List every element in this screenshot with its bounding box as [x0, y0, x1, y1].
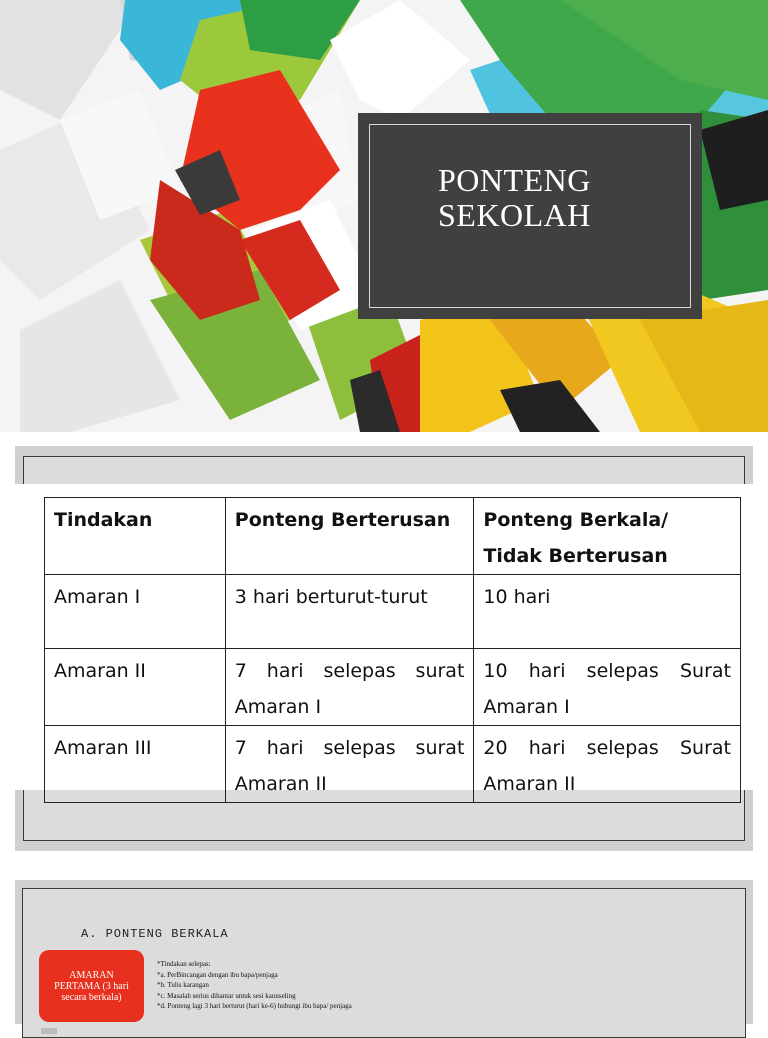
table-header-row: [45, 498, 741, 575]
title-box: [358, 113, 702, 319]
action-item: *d. Ponteng lagi 3 hari berturut (hari ke-6) hubungi ibu bapa/ penjaga: [157, 1002, 352, 1010]
table-cell: Amaran II: [45, 649, 226, 726]
header-line: Ponteng Berkala/: [483, 509, 669, 531]
warning-table-image: [0, 484, 768, 795]
warning-box: [39, 950, 144, 1022]
placeholder-square: [41, 1028, 57, 1034]
action-item: *Tindakan selepas:: [157, 960, 211, 968]
warning-box-text: AMARAN PERTAMA (3 hari secara berkala): [54, 969, 129, 1003]
table-cell: Amaran I: [45, 575, 226, 649]
table-cell: 20 hari selepas Surat Amaran II: [474, 726, 741, 803]
slide-frame: [22, 888, 746, 1038]
table-cell: 3 hari berturut-turut: [225, 575, 474, 649]
title-line-2: SEKOLAH: [438, 197, 591, 233]
berkala-slide: [15, 880, 753, 1024]
table-cell: 7 hari selepas surat Amaran I: [225, 649, 474, 726]
table-cell: 10 hari selepas Surat Amaran I: [474, 649, 741, 726]
section-heading: A. PONTENG BERKALA: [81, 927, 229, 941]
header-cell: Tindakan: [45, 498, 226, 575]
warning-table: [44, 497, 741, 803]
action-item: *c. Masalah serius dihantar untuk sesi kaunseling: [157, 991, 296, 1000]
table-cell: 10 hari: [474, 575, 741, 649]
table-row: [45, 726, 741, 803]
title-line-1: PONTENG: [438, 162, 591, 198]
action-item: *b. Tulis karangan: [157, 981, 209, 989]
header-line: Tidak Berterusan: [483, 545, 668, 567]
slide-title: [438, 163, 591, 233]
header-cell: Ponteng Berterusan: [225, 498, 474, 575]
table-cell: Amaran III: [45, 726, 226, 803]
table-cell: 7 hari selepas surat Amaran II: [225, 726, 474, 803]
action-item: *a. PerBincangan dengan ibu bapa/penjaga: [157, 970, 278, 979]
table-row: [45, 649, 741, 726]
title-slide: [0, 0, 768, 432]
action-list: [157, 959, 352, 1012]
table-row: [45, 575, 741, 649]
header-cell: [474, 498, 741, 575]
